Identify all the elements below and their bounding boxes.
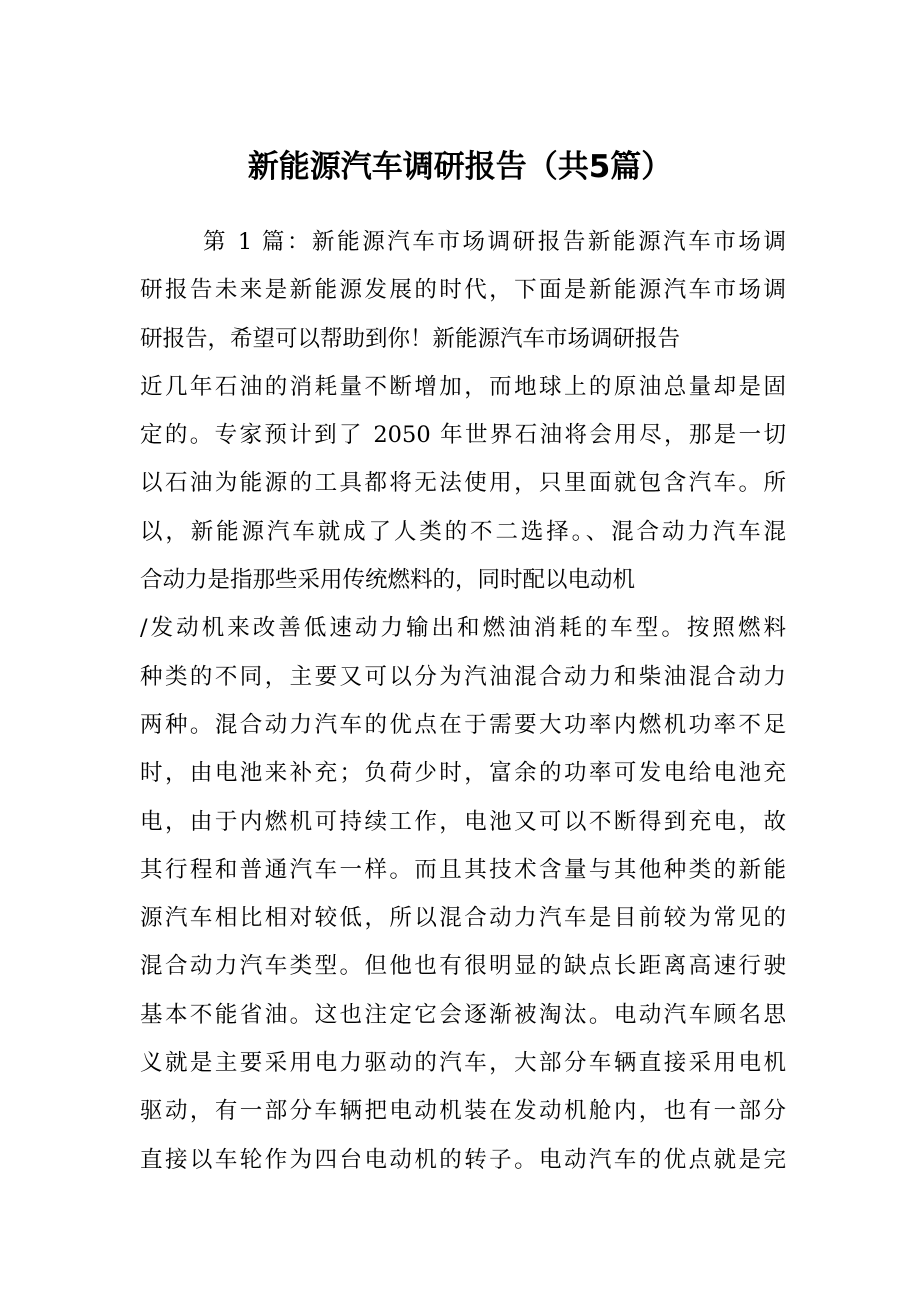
text-line: 种类的不同，主要又可以分为汽油混合动力和柴油混合动力 — [140, 663, 786, 690]
text-line: 研报告，希望可以帮助到你！新能源汽车市场调研报告 — [140, 325, 681, 352]
text-line: /发动机来改善低速动力输出和燃油消耗的车型。按照燃料 — [140, 615, 786, 642]
text-line: 以，新能源汽车就成了人类的不二选择。、混合动力汽车混 — [140, 518, 786, 545]
text-line: 基本不能省油。这也注定它会逐渐被淘汰。电动汽车顾名思 — [140, 1001, 786, 1028]
text-line: 义就是主要采用电力驱动的汽车，大部分车辆直接采用电机 — [140, 1050, 786, 1077]
text-line: 驱动，有一部分车辆把电动机装在发动机舱内，也有一部分 — [140, 1098, 786, 1125]
text-line: 混合动力汽车类型。但他也有很明显的缺点长距离高速行驶 — [140, 953, 786, 980]
document-body — [140, 218, 786, 1184]
text-line: 定的。专家预计到了 2050 年世界石油将会用尽，那是一切 — [140, 422, 786, 449]
text-line: 两种。混合动力汽车的优点在于需要大功率内燃机功率不足 — [140, 711, 786, 738]
text-line: 电，由于内燃机可持续工作，电池又可以不断得到充电，故 — [140, 808, 786, 835]
text-line: 研报告未来是新能源发展的时代，下面是新能源汽车市场调 — [140, 277, 786, 304]
text-line: 近几年石油的消耗量不断增加，而地球上的原油总量却是固 — [140, 373, 786, 400]
text-line: 直接以车轮作为四台电动机的转子。电动汽车的优点就是完 — [140, 1146, 786, 1173]
document-title: 新能源汽车调研报告（共5篇） — [247, 149, 673, 185]
text-line: 以石油为能源的工具都将无法使用，只里面就包含汽车。所 — [140, 470, 786, 497]
text-line: 第 1 篇：新能源汽车市场调研报告新能源汽车市场调 — [203, 229, 786, 255]
text-line: 时，由电池来补充；负荷少时，富余的功率可发电给电池充 — [140, 760, 786, 787]
text-line: 合动力是指那些采用传统燃料的，同时配以电动机 — [140, 567, 636, 594]
text-line: 源汽车相比相对较低，所以混合动力汽车是目前较为常见的 — [140, 905, 786, 932]
text-line: 其行程和普通汽车一样。而且其技术含量与其他种类的新能 — [140, 856, 786, 883]
